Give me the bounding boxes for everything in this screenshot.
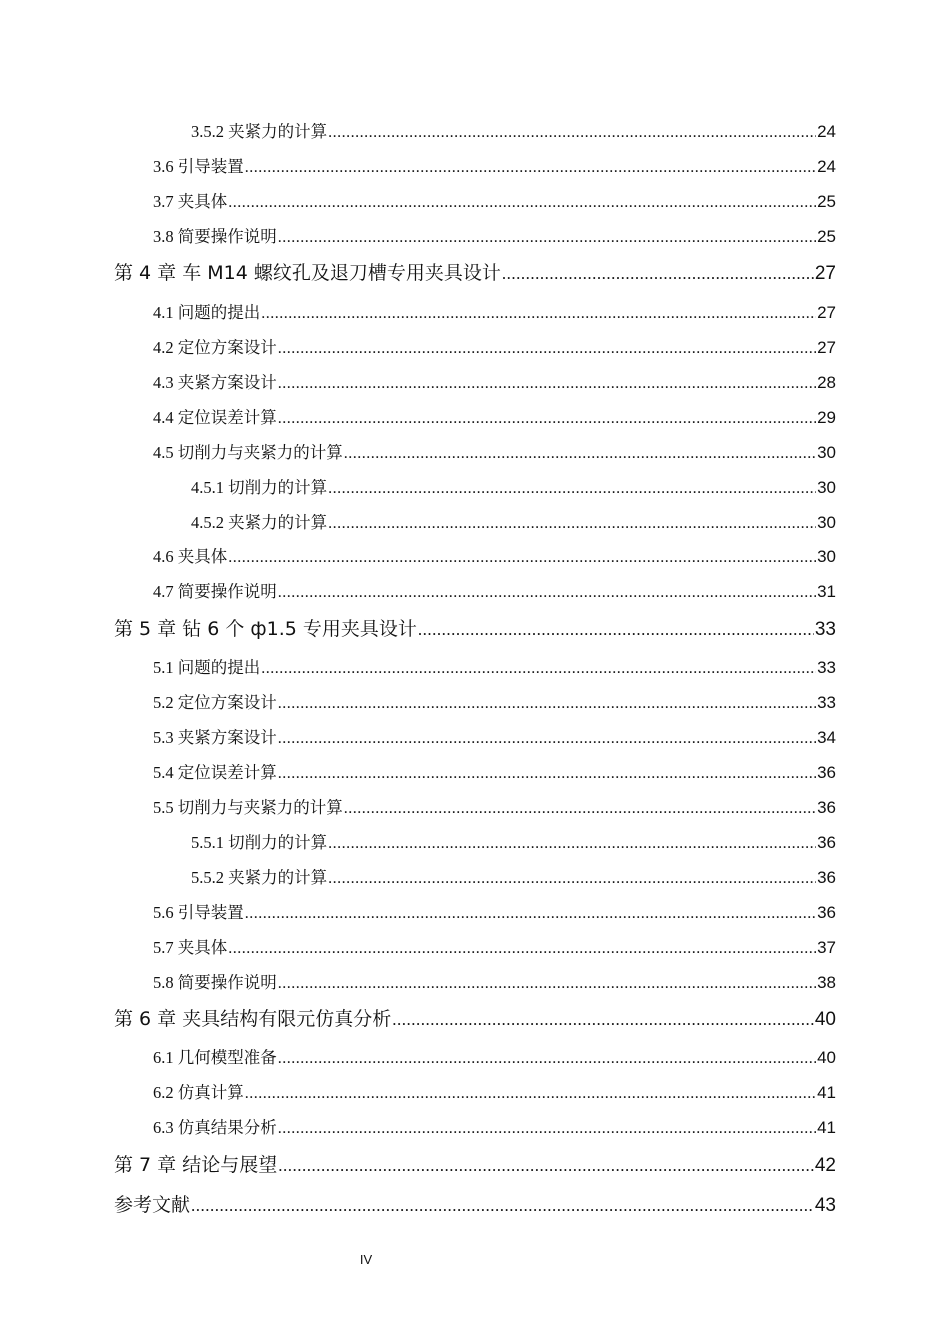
toc-entry-title: 4.3 夹紧方案设计 xyxy=(153,373,277,392)
dot-leader xyxy=(278,1120,816,1138)
toc-entry[interactable] xyxy=(153,794,836,818)
toc-entry-title: 3.6 引导装置 xyxy=(153,157,244,176)
toc-entry-title: 第 5 章 钻 6 个 ф1.5 专用夹具设计 xyxy=(114,618,417,640)
toc-entry[interactable] xyxy=(114,1150,836,1177)
toc-entry-page-number: 40 xyxy=(814,1009,836,1030)
toc-entry[interactable] xyxy=(153,689,836,713)
toc-entry-title: 5.6 引导装置 xyxy=(153,903,244,922)
toc-entry[interactable] xyxy=(153,334,836,358)
dot-leader xyxy=(278,410,816,428)
toc-entry[interactable] xyxy=(191,509,836,533)
toc-entry-title: 3.7 夹具体 xyxy=(153,192,228,211)
dot-leader xyxy=(278,975,816,993)
dot-leader xyxy=(228,194,816,212)
toc-entry[interactable] xyxy=(153,899,836,923)
dot-leader xyxy=(502,264,814,284)
dot-leader xyxy=(191,1196,814,1216)
toc-entry-page-number: 27 xyxy=(817,338,836,357)
toc-entry[interactable] xyxy=(153,1114,836,1138)
toc-entry-page-number: 27 xyxy=(817,303,836,322)
dot-leader xyxy=(392,1010,814,1030)
dot-leader xyxy=(344,800,816,818)
toc-entry-page-number: 24 xyxy=(817,157,836,176)
toc-entry-page-number: 40 xyxy=(817,1048,836,1067)
toc-entry-page-number: 41 xyxy=(817,1118,836,1137)
toc-entry[interactable] xyxy=(114,1004,836,1031)
toc-entry-title: 5.5.2 夹紧力的计算 xyxy=(191,868,328,887)
toc-entry[interactable] xyxy=(191,864,836,888)
dot-leader xyxy=(245,159,816,177)
toc-entry-title: 4.4 定位误差计算 xyxy=(153,408,277,427)
toc-entry-title: 第 6 章 夹具结构有限元仿真分析 xyxy=(114,1008,392,1030)
toc-entry-page-number: 30 xyxy=(817,547,836,566)
toc-entry-title: 第 7 章 结论与展望 xyxy=(114,1154,278,1176)
toc-entry[interactable] xyxy=(153,369,836,393)
toc-entry-page-number: 37 xyxy=(817,938,836,957)
toc-entry-page-number: 43 xyxy=(814,1195,836,1216)
toc-entry[interactable] xyxy=(153,1044,836,1068)
toc-entry[interactable] xyxy=(153,724,836,748)
dot-leader xyxy=(245,1085,816,1103)
toc-entry-title: 3.5.2 夹紧力的计算 xyxy=(191,122,328,141)
toc-entry-title: 4.6 夹具体 xyxy=(153,547,228,566)
toc-entry[interactable] xyxy=(153,153,836,177)
toc-entry-title: 5.8 简要操作说明 xyxy=(153,973,277,992)
dot-leader xyxy=(278,765,816,783)
toc-entry[interactable] xyxy=(153,299,836,323)
toc-entry-title: 3.8 简要操作说明 xyxy=(153,227,277,246)
page-number: IV xyxy=(359,1252,373,1267)
toc-entry-title: 参考文献 xyxy=(114,1194,191,1216)
dot-leader xyxy=(228,940,816,958)
toc-entry-page-number: 36 xyxy=(817,798,836,817)
toc-entry-page-number: 36 xyxy=(817,868,836,887)
toc-entry-title: 4.5 切削力与夹紧力的计算 xyxy=(153,443,343,462)
toc-entry[interactable] xyxy=(153,543,836,567)
toc-entry-title: 6.3 仿真结果分析 xyxy=(153,1118,277,1137)
dot-leader xyxy=(328,870,816,888)
toc-entry-page-number: 33 xyxy=(817,693,836,712)
toc-entry[interactable] xyxy=(153,969,836,993)
toc-entry-page-number: 24 xyxy=(817,122,836,141)
toc-entry-title: 5.7 夹具体 xyxy=(153,938,228,957)
toc-entry-page-number: 41 xyxy=(817,1083,836,1102)
toc-entry[interactable] xyxy=(191,829,836,853)
toc-entry[interactable] xyxy=(153,188,836,212)
toc-entry[interactable] xyxy=(114,1190,836,1217)
toc-entry-page-number: 34 xyxy=(817,728,836,747)
toc-entry[interactable] xyxy=(191,118,836,142)
dot-leader xyxy=(278,375,816,393)
toc-entry-page-number: 38 xyxy=(817,973,836,992)
toc-entry-title: 5.2 定位方案设计 xyxy=(153,693,277,712)
dot-leader xyxy=(261,305,816,323)
toc-entry-title: 4.7 简要操作说明 xyxy=(153,582,277,601)
dot-leader xyxy=(328,480,816,498)
toc-entry-page-number: 33 xyxy=(814,619,836,640)
dot-leader xyxy=(278,1156,814,1176)
toc-entry[interactable] xyxy=(153,223,836,247)
dot-leader xyxy=(278,1050,816,1068)
toc-entry-page-number: 25 xyxy=(817,192,836,211)
toc-entry[interactable] xyxy=(191,474,836,498)
toc-entry-page-number: 30 xyxy=(817,443,836,462)
toc-entry-page-number: 29 xyxy=(817,408,836,427)
toc-entry-title: 第 4 章 车 M14 螺纹孔及退刀槽专用夹具设计 xyxy=(114,262,501,284)
toc-entry[interactable] xyxy=(114,258,836,285)
toc-entry-page-number: 42 xyxy=(814,1155,836,1176)
toc-entry-page-number: 27 xyxy=(814,263,836,284)
toc-entry-title: 5.5 切削力与夹紧力的计算 xyxy=(153,798,343,817)
toc-entry-title: 5.5.1 切削力的计算 xyxy=(191,833,328,852)
toc-entry-page-number: 30 xyxy=(817,513,836,532)
toc-entry-title: 6.2 仿真计算 xyxy=(153,1083,244,1102)
toc-entry[interactable] xyxy=(153,439,836,463)
toc-entry-title: 4.1 问题的提出 xyxy=(153,303,261,322)
toc-entry[interactable] xyxy=(153,404,836,428)
toc-entry-page-number: 33 xyxy=(817,658,836,677)
dot-leader xyxy=(418,620,814,640)
dot-leader xyxy=(278,584,816,602)
dot-leader xyxy=(344,445,816,463)
toc-entry[interactable] xyxy=(153,934,836,958)
toc-entry-page-number: 28 xyxy=(817,373,836,392)
toc-entry-page-number: 31 xyxy=(817,582,836,601)
toc-entry-page-number: 36 xyxy=(817,903,836,922)
toc-entry-page-number: 36 xyxy=(817,833,836,852)
dot-leader xyxy=(328,124,816,142)
dot-leader xyxy=(245,905,816,923)
toc-entry[interactable] xyxy=(153,1079,836,1103)
dot-leader xyxy=(228,549,816,567)
toc-entry-title: 4.5.2 夹紧力的计算 xyxy=(191,513,328,532)
toc-entry-title: 6.1 几何模型准备 xyxy=(153,1048,277,1067)
toc-entry-title: 4.5.1 切削力的计算 xyxy=(191,478,328,497)
dot-leader xyxy=(328,835,816,853)
toc-entry[interactable] xyxy=(153,654,836,678)
toc-entry-page-number: 30 xyxy=(817,478,836,497)
toc-entry[interactable] xyxy=(153,759,836,783)
dot-leader xyxy=(278,730,816,748)
toc-entry[interactable] xyxy=(153,578,836,602)
toc-entry-page-number: 25 xyxy=(817,227,836,246)
toc-entry-page-number: 36 xyxy=(817,763,836,782)
toc-entry-title: 4.2 定位方案设计 xyxy=(153,338,277,357)
dot-leader xyxy=(278,340,816,358)
dot-leader xyxy=(261,660,816,678)
dot-leader xyxy=(278,695,816,713)
dot-leader xyxy=(328,515,816,533)
dot-leader xyxy=(278,229,816,247)
toc-entry-title: 5.4 定位误差计算 xyxy=(153,763,277,782)
toc-entry-title: 5.1 问题的提出 xyxy=(153,658,261,677)
toc-entry-title: 5.3 夹紧方案设计 xyxy=(153,728,277,747)
toc-entry[interactable] xyxy=(114,614,836,641)
